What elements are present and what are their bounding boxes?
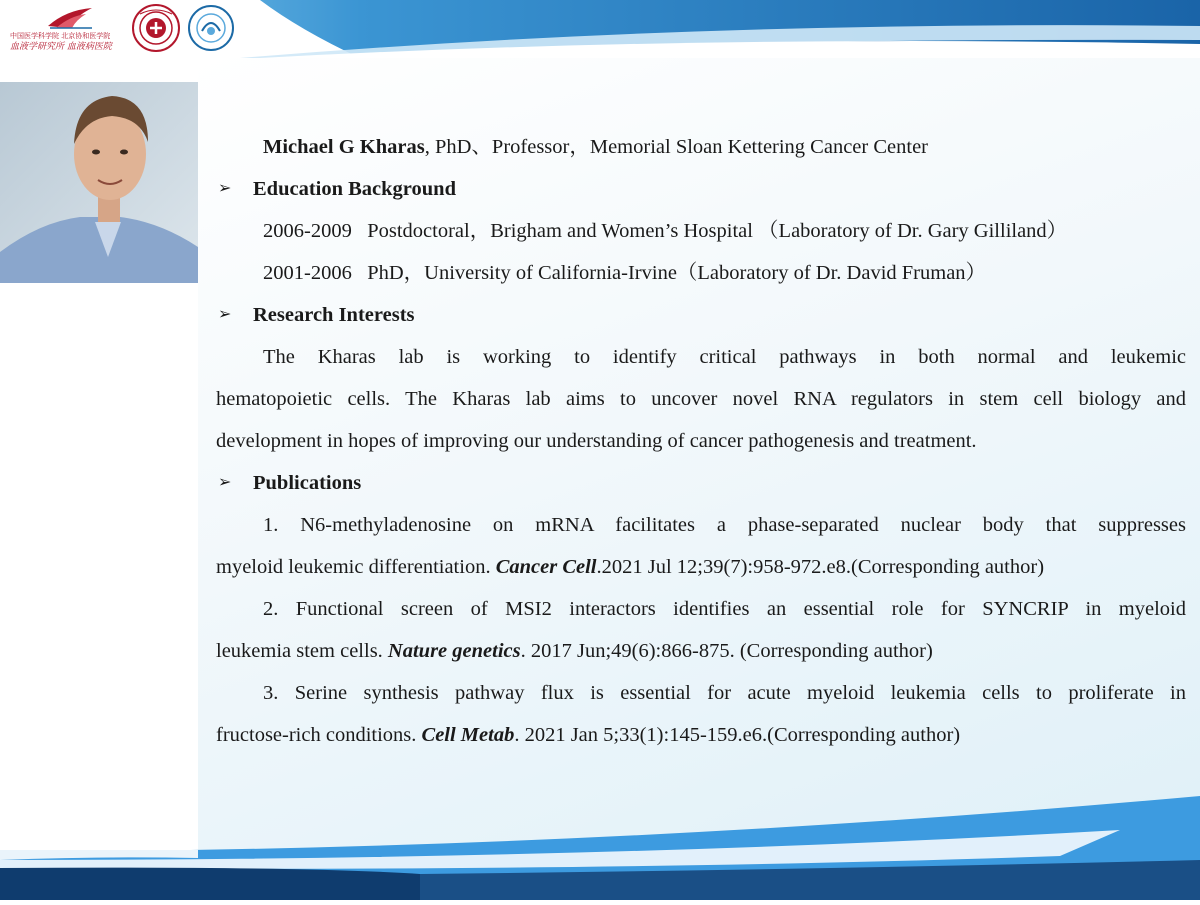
speaker-name: Michael G Kharas [263,136,425,158]
research-line: The Kharas lab is working to identify critical pathways in both normal and leukemic [263,346,1186,368]
institute-logo [10,6,122,52]
research-seal-icon [188,5,234,51]
research-heading: ➢ Research Interests [216,294,1186,336]
journal-name: Nature genetics [387,640,521,662]
education-item: 2006-2009 Postdoctoral，Brigham and Women’s Hospital （Laboratory of Dr. Gary Gilliland） [263,220,1068,242]
speaker-credentials: , PhD、Professor，Memorial Sloan Kettering Cancer Center [424,136,928,158]
publication-line2: myeloid leukemic differentiation. Cancer Cell.2021 Jul 12;39(7):958-972.e8.(Corresponding author) [216,556,1045,578]
publication-line1: 3. Serine synthesis pathway flux is essential for acute myeloid leukemia cells to proliferate in [263,682,1186,704]
arrow-bullet-icon: ➢ [218,306,232,323]
research-line: development in hopes of improving our understanding of cancer pathogenesis and treatment. [216,430,977,452]
education-item: 2001-2006 PhD，University of California-Irvine（Laboratory of Dr. David Fruman） [263,262,987,284]
arrow-bullet-icon: ➢ [218,474,232,491]
journal-name: Cancer Cell [495,556,597,578]
publications-heading: ➢ Publications [216,462,1186,504]
institute-motto-line2: 血液学研究所 血液病医院 [10,42,112,52]
header-band [0,0,1200,58]
profile-line [216,126,1186,168]
institute-motto-line1: 中国医学科学院 北京协和医学院 [10,32,111,40]
hospital-seal-icon [132,4,180,52]
publication-line2: leukemia stem cells. Nature genetics. 2017 Jun;49(6):866-875. (Corresponding author) [216,640,933,662]
footer-band [0,790,1200,900]
publication-line1: 1. N6-methyladenosine on mRNA facilitates a phase-separated nuclear body that suppresses [263,514,1186,536]
publication-line2: fructose-rich conditions. Cell Metab. 2021 Jan 5;33(1):145-159.e6.(Corresponding author) [216,724,961,746]
publication-line1: 2. Functional screen of MSI2 interactors identifies an essential role for SYNCRIP in myeloid [263,598,1186,620]
arrow-bullet-icon: ➢ [218,180,232,197]
speaker-portrait [0,82,198,283]
header-logos [4,2,244,54]
bio-text [216,126,1186,756]
institute-mark-icon [46,6,96,30]
journal-name: Cell Metab [421,724,515,746]
research-line: hematopoietic cells. The Kharas lab aims to uncover novel RNA regulators in stem cell biology and [216,388,1186,410]
education-heading: ➢ Education Background [216,168,1186,210]
